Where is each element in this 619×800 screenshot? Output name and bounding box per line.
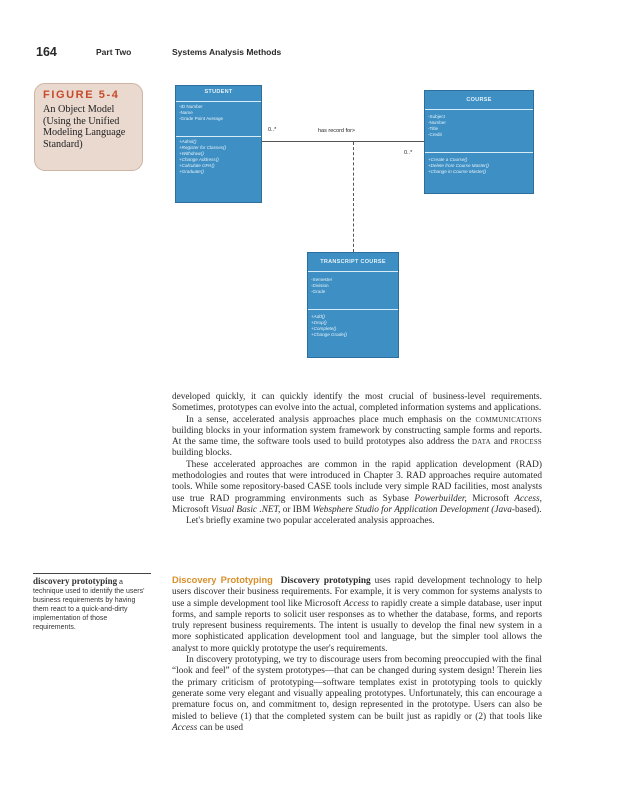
method: +Withdraw() xyxy=(179,151,204,156)
class-attributes xyxy=(308,272,398,309)
attribute: -Semester xyxy=(311,277,333,282)
keyword-communications: COMMUNICATIONS xyxy=(475,416,542,424)
attribute: -Subject xyxy=(428,114,445,119)
sidebar-rule xyxy=(33,573,151,574)
method: +Delete from Course Master() xyxy=(428,163,489,168)
class-student xyxy=(175,85,262,203)
body-text-lower xyxy=(172,575,542,734)
association-line xyxy=(262,141,424,142)
method: +Create a Course() xyxy=(428,157,468,162)
attribute: -Grade Point Average xyxy=(179,116,224,121)
method: +Add() xyxy=(311,314,325,319)
attribute: -Grade xyxy=(311,289,326,294)
class-methods xyxy=(308,310,398,340)
paragraph: developed quickly, it can quickly identify the most crucial of business-level requirements. Sometimes, prototypes can evolve into the actual, completed information systems and applications. xyxy=(172,392,542,414)
section-title: Systems Analysis Methods xyxy=(172,47,282,57)
class-name: TRANSCRIPT COURSE xyxy=(320,259,386,265)
class-methods xyxy=(425,153,533,177)
attribute: -ID Number xyxy=(179,104,203,109)
paragraph: In a sense, accelerated analysis approaches place much emphasis on the COMMUNICATIONS building blocks in your information system framework by constructing sample forms and reports. At the same time, the software tools used to build prototypes also address the DATA and PROCESS building blocks. xyxy=(172,414,542,459)
class-attributes xyxy=(176,102,261,136)
method: +Complete() xyxy=(311,326,337,331)
method: +Drop() xyxy=(311,320,327,325)
class-course xyxy=(424,90,534,194)
attribute: -Number xyxy=(428,120,446,125)
part-label: Part Two xyxy=(96,47,132,57)
paragraph: Let's briefly examine two popular accelerated analysis approaches. xyxy=(186,516,435,527)
paragraph: These accelerated approaches are common in the rapid application development (RAD) methodologies and routes that were introduced in Chapter 3. RAD approaches require automated tools. While some repository-based CASE tools include very simple RAD facilities, most analysts use true RAD programming environments such as Sybase Powerbuilder, Microsoft Access, Microsoft Visual Basic .NET, or IBM Websphere Studio for Application Development (Java-based). xyxy=(172,459,542,515)
figure-caption-box xyxy=(34,83,143,171)
class-methods xyxy=(176,137,261,177)
attribute: -Division xyxy=(311,283,329,288)
class-name: STUDENT xyxy=(204,89,233,95)
definition-term: discovery prototyping xyxy=(33,576,118,586)
association-class-link xyxy=(353,142,354,252)
keyword-data: DATA xyxy=(472,439,491,447)
paragraph: In discovery prototyping, we try to discourage users from becoming preoccupied with the final “look and feel” of the system prototypes—that can be changed during system design! Therein lies the primary criticism of prototyping—software templates exist in prototyping tools to quickly generate some very elegant and visually appealing prototypes. Unfortunately, this can encourage a premature focus on, and commitment to, design represented in the prototype. Users can also be misled to believe (1) that the completed system can be built just as rapidly or (2) that tools like Access can be used xyxy=(172,655,542,733)
method: +Change Grade() xyxy=(311,332,347,337)
section-heading: Discovery Prototyping xyxy=(172,575,273,585)
method: +Calculate GPA() xyxy=(179,163,215,168)
class-transcript-course xyxy=(307,252,399,358)
method: +Admit() xyxy=(179,139,197,144)
keyword-process: PROCESS xyxy=(510,439,542,447)
class-attributes xyxy=(425,110,533,152)
body-text-upper xyxy=(172,392,542,528)
page-number: 164 xyxy=(36,45,57,59)
definition-text: a technique used to identify the users' business requirements by having them react to a quick-and-dirty implementation of those requirements. xyxy=(33,579,145,631)
multiplicity-right: 0..* xyxy=(404,150,413,156)
class-name: COURSE xyxy=(466,97,492,103)
method: +Register for Classes() xyxy=(179,145,227,150)
paragraph: Discovery Prototyping Discovery prototyping uses rapid development technology to help users discover their business requirements. For example, it is very common for systems analysts to use a simple development tool like Microsoft Access to rapidly create a simple database, user input forms, and sample reports to solicit user responses as to whether the database, forms, and reports truly represent business requirements. The intent is usually to develop the final new system in a more sophisticated application development tool and language, but the simpler tool allows the analyst to more quickly prototype the user's requirements. xyxy=(172,575,542,654)
margin-definition xyxy=(33,577,151,632)
multiplicity-left: 0..* xyxy=(268,127,277,133)
method: +Change in Course Master() xyxy=(428,169,487,174)
term: Discovery prototyping xyxy=(280,576,371,586)
method: +Graduate() xyxy=(179,169,204,174)
figure-label: FIGURE 5-4 xyxy=(43,89,120,101)
attribute: -Credit xyxy=(428,132,442,137)
figure-caption: An Object Model (Using the Unified Modeling Language Standard) xyxy=(43,104,126,150)
attribute: -Name xyxy=(179,110,193,115)
attribute: -Title xyxy=(428,126,439,131)
association-label: has record for> xyxy=(318,128,356,134)
method: +Change Address() xyxy=(179,157,219,162)
